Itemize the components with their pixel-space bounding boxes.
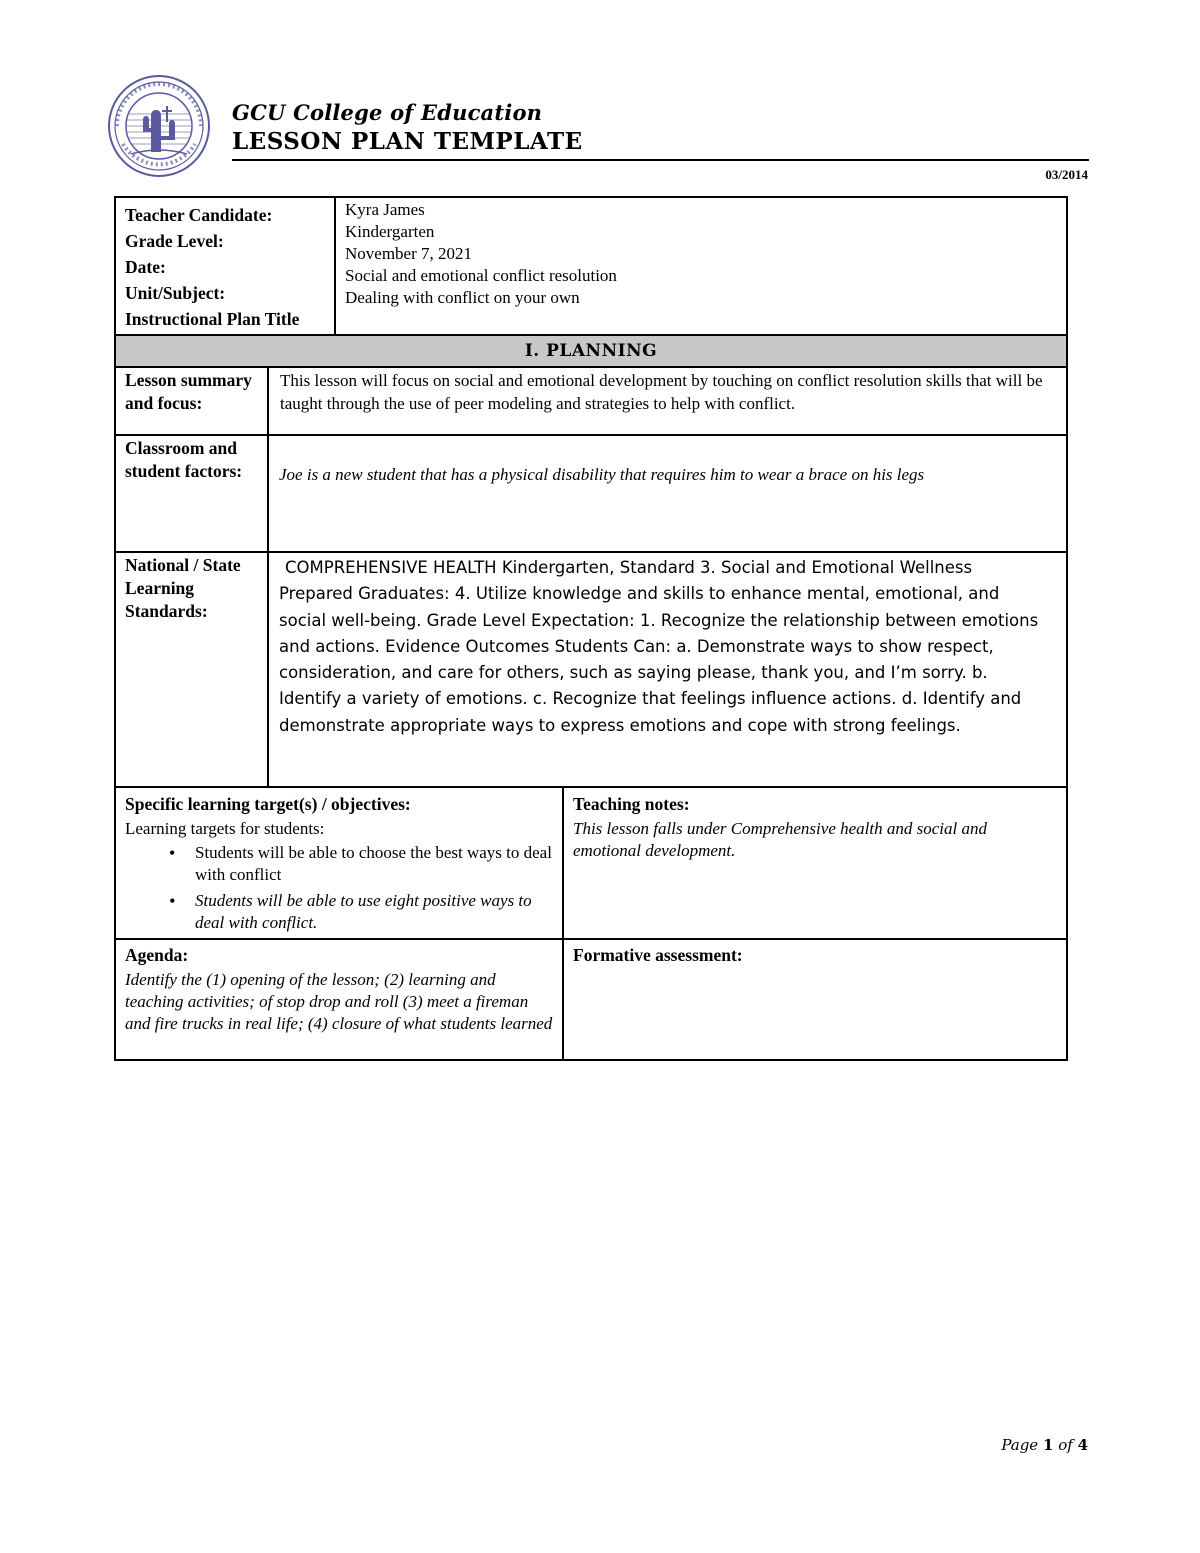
standards-label: National / State Learning Standards: bbox=[125, 555, 241, 621]
header-rule bbox=[232, 159, 1089, 161]
classroom-factors-text: Joe is a new student that has a physical disability that requires him to wear a brace on his legs bbox=[279, 465, 925, 484]
date-value: November 7, 2021 bbox=[345, 244, 473, 263]
teaching-notes-label: Teaching notes: bbox=[573, 794, 690, 814]
planning-heading: I. PLANNING bbox=[114, 334, 1068, 368]
formative-assessment-label: Formative assessment: bbox=[573, 945, 743, 965]
date-label: Date: bbox=[125, 257, 166, 277]
objectives-cell bbox=[125, 792, 557, 938]
info-values bbox=[345, 199, 1045, 309]
info-labels bbox=[125, 202, 330, 332]
document-title: LESSON PLAN TEMPLATE bbox=[232, 128, 583, 155]
objectives-list bbox=[125, 842, 557, 934]
unit-subject-label: Unit/Subject: bbox=[125, 283, 226, 303]
page-number: 1 bbox=[1042, 1436, 1054, 1454]
unit-subject-value: Social and emotional conflict resolution bbox=[345, 266, 617, 285]
page-footer bbox=[1001, 1436, 1088, 1454]
instructional-plan-title-label: Instructional Plan Title bbox=[125, 309, 300, 329]
objective-item: • Students will be able to use eight positive ways to deal with conflict. bbox=[195, 890, 557, 934]
agenda-label: Agenda: bbox=[125, 945, 189, 965]
of-word: of bbox=[1058, 1436, 1073, 1454]
objectives-label: Specific learning target(s) / objectives: bbox=[125, 794, 411, 814]
info-divider bbox=[334, 196, 336, 336]
teacher-candidate-label: Teacher Candidate: bbox=[125, 205, 273, 225]
objectives-row-divider bbox=[114, 938, 1068, 940]
planning-divider bbox=[267, 366, 269, 788]
revision-date: 03/2014 bbox=[1045, 167, 1088, 182]
formative-assessment-cell bbox=[573, 943, 1058, 968]
page-total: 4 bbox=[1077, 1436, 1088, 1454]
college-name: GCU College of Education bbox=[232, 100, 543, 125]
objectives-divider bbox=[562, 786, 564, 1061]
classroom-factors-label: Classroom and student factors: bbox=[125, 438, 243, 481]
instructional-plan-title-value: Dealing with conflict on your own bbox=[345, 288, 580, 307]
gcu-seal-logo bbox=[107, 74, 211, 178]
lesson-summary-text: This lesson will focus on social and emotional development by touching on conflict resolution skills that will be taught through the use of peer modeling and strategies to help with conflict. bbox=[280, 371, 1043, 413]
row-divider-1 bbox=[114, 434, 1068, 436]
agenda-text: Identify the (1) opening of the lesson; (2) learning and teaching activities; of stop drop and roll (3) meet a fireman and fire trucks in real life; (4) closure of what students learned bbox=[125, 970, 553, 1033]
grade-level-value: Kindergarten bbox=[345, 222, 435, 241]
row-divider-2 bbox=[114, 551, 1068, 553]
page-word: Page bbox=[1001, 1436, 1039, 1454]
objectives-intro: Learning targets for students: bbox=[125, 819, 325, 838]
teaching-notes-cell bbox=[573, 792, 1058, 862]
lesson-summary-label: Lesson summary and focus: bbox=[125, 370, 252, 413]
agenda-cell bbox=[125, 943, 555, 1035]
objective-item: • Students will be able to choose the best ways to deal with conflict bbox=[195, 842, 557, 886]
grade-level-label: Grade Level: bbox=[125, 231, 224, 251]
teacher-candidate-value: Kyra James bbox=[345, 200, 425, 219]
teaching-notes-text: This lesson falls under Comprehensive health and social and emotional development. bbox=[573, 819, 987, 860]
standards-text: COMPREHENSIVE HEALTH Kindergarten, Standard 3. Social and Emotional Wellness Prepared Graduates: 4. Utilize knowledge and skills to enhance mental, emotional, and social well-being. Grade Level Expectation: 1. Recognize the relationship between emotions and actions. Evidence Outcomes Students Can: a. Demonstrate ways to show respect, consideration, and care for others, such as saying please, thank you, and I’m sorry. b. Identify a variety of emotions. c. Recognize that feelings influence actions. d. Identify and demonstrate appropriate ways to express emotions and cope with strong feelings. bbox=[279, 558, 1039, 735]
